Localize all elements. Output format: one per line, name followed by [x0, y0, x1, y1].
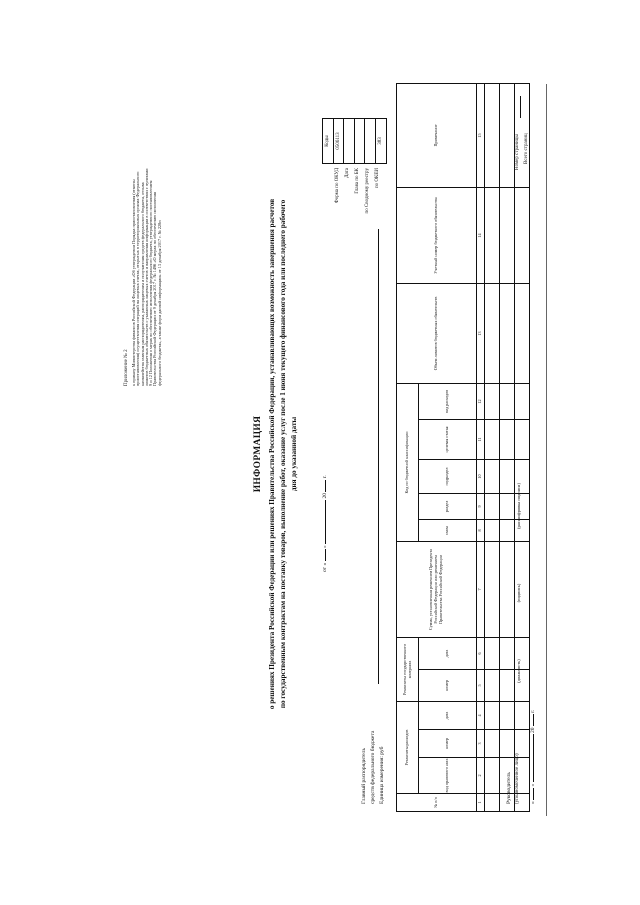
codes-table	[322, 118, 387, 164]
col-number-label: 12	[477, 383, 485, 419]
code-label-chapter: Глава по БК	[355, 168, 360, 194]
sign-date-suffix: г.	[530, 709, 536, 713]
col-number-label: 10	[477, 459, 485, 493]
position-caption: (должность)	[516, 659, 521, 683]
annex-line: казначейства главным распорядителям, распорядителям и получателям средств федерального бюджета, отзыва	[139, 182, 145, 386]
sign-date-year: 20	[530, 727, 536, 733]
annex-line: к приказу Министерства финансов Российской Федерации «Об утверждении Порядка приостановления (отмены	[131, 179, 136, 386]
label-budget-funds: средств федерального бюджета	[370, 730, 376, 804]
group-code-header: Код по бюджетной классификации	[397, 383, 419, 541]
doc-title: ИНФОРМАЦИЯ	[253, 415, 263, 493]
position-line	[514, 634, 515, 708]
date-line	[322, 475, 328, 572]
document-page	[100, 74, 550, 834]
col-contract-date-header: дата	[419, 637, 477, 669]
code-registry-value	[365, 119, 376, 164]
col-expense-kind-header: вид правового акта	[419, 758, 477, 794]
annex-line: 9 и 12 Положения о мерах по обеспечению исполнения федерального бюджета, утвержденного постановлением	[148, 180, 154, 386]
col-number-label: 4	[477, 702, 485, 730]
doc-subtitle-line: по государственным контрактам на поставку товаров, выполнение работ, оказание услуг после 1 июня текущего финансового года или последнего рабочего	[279, 199, 287, 709]
total-pages-label: Всего страниц	[524, 133, 529, 164]
col-number-label: 6	[477, 637, 485, 669]
col-number-label: 15	[477, 83, 485, 187]
code-label-okei: по ОКЕИ	[375, 168, 380, 189]
decoding-caption: (расшифровка подписи)	[516, 483, 521, 529]
page-number-label: Номер страницы	[515, 134, 520, 170]
code-okud-value: 0506113	[333, 119, 344, 164]
date-year: 20	[322, 493, 328, 499]
col-number-label: 5	[477, 670, 485, 702]
sign-date-mid: »	[530, 783, 536, 787]
col-subsection-header: подраздел	[419, 459, 477, 493]
code-chapter-value	[354, 119, 365, 164]
label-main-manager: Главный распорядитель	[361, 748, 367, 804]
column-numbers-row	[477, 83, 485, 811]
col-number-label: 11	[477, 419, 485, 459]
col-contract-number-header: номер	[419, 670, 477, 702]
total-pages-line	[529, 96, 530, 118]
col-number-label: 3	[477, 730, 485, 758]
annex-line: федерального бюджета», а также форм данной информации» от 13 декабря 2017 г. № 228н	[156, 220, 162, 386]
col-chapter-header: глава	[419, 519, 477, 541]
col-number-label: 14	[477, 187, 485, 283]
head-label: Руководитель	[506, 772, 512, 804]
signature-line	[514, 562, 515, 624]
code-date-value	[344, 119, 355, 164]
decoding-line	[514, 460, 515, 552]
col-sum-header: Сумма, установленная решением Президента Российской Федерации или решением Правительства Российской Федерации	[397, 541, 477, 637]
scan-artifact-line	[546, 84, 547, 816]
label-unit: Единица измерения: руб	[379, 746, 385, 804]
date-mid: »	[322, 545, 328, 549]
annex-title: Приложение № 2	[124, 349, 129, 386]
code-label-registry: по Сводному реестру	[365, 168, 370, 214]
main-table	[396, 83, 530, 812]
group-expense-header: Реквизиты расходов	[397, 702, 419, 794]
col-target-header: целевая статья	[419, 419, 477, 459]
annex-text	[132, 86, 162, 386]
col-number-label: 2	[477, 758, 485, 794]
col-section-header: раздел	[419, 493, 477, 519]
col-number-label: 8	[477, 519, 485, 541]
col-number-label: 9	[477, 493, 485, 519]
col-date-header: дата	[419, 702, 477, 730]
annex-line: лимитов бюджетных обязательств с указанных лицевых счетов и направления информации в соответствии с пунктами	[143, 168, 149, 386]
col-number-label: 1	[477, 794, 485, 812]
sign-date-prefix: «	[530, 801, 536, 804]
manager-underline	[378, 229, 379, 684]
col-note-header: Примечание	[397, 83, 477, 187]
code-okei-value: 383	[375, 119, 386, 164]
col-volume-header: Объем лимитов бюджетных обязательств	[397, 283, 477, 383]
date-prefix: от «	[322, 562, 328, 572]
code-label-okud: Форма по ОКУД	[335, 168, 340, 204]
head-sub-label: (уполномоченное лицо)	[515, 753, 520, 804]
col-account-header: Учетный номер бюджетного обязательства	[397, 187, 477, 283]
col-number-label: 13	[477, 283, 485, 383]
doc-subtitle-line: о решениях Президента Российской Федерации или решениях Правительства Российской Федерации, устанавливающих возможность завершения расчетов	[268, 198, 276, 710]
table-row	[485, 83, 500, 811]
sign-date-line	[530, 710, 536, 804]
group-contract-header: Реквизиты государственного контракта	[397, 637, 419, 701]
col-number-header: номер	[419, 730, 477, 758]
col-num-header: № п/п	[397, 794, 477, 812]
annex-line: приостановления) осуществления операций на лицевых счетах, открытых в территориальных органах Федерального	[135, 171, 141, 386]
annex-line: Правительства Российской Федерации от 9 декабря 2017 г. № 1496 «О мерах по обеспечению исполнения	[152, 192, 158, 386]
date-suffix: г.	[322, 475, 328, 479]
page-number-line	[520, 96, 521, 118]
doc-subtitle-line: дня до указанной даты	[290, 416, 298, 492]
table-row	[500, 83, 515, 811]
code-label-date: Дата	[345, 168, 350, 178]
codes-header: Коды	[323, 119, 334, 164]
col-number-label: 7	[477, 541, 485, 637]
col-expense-type-header: вид расходов	[419, 383, 477, 419]
signature-caption: (подпись)	[516, 583, 521, 603]
